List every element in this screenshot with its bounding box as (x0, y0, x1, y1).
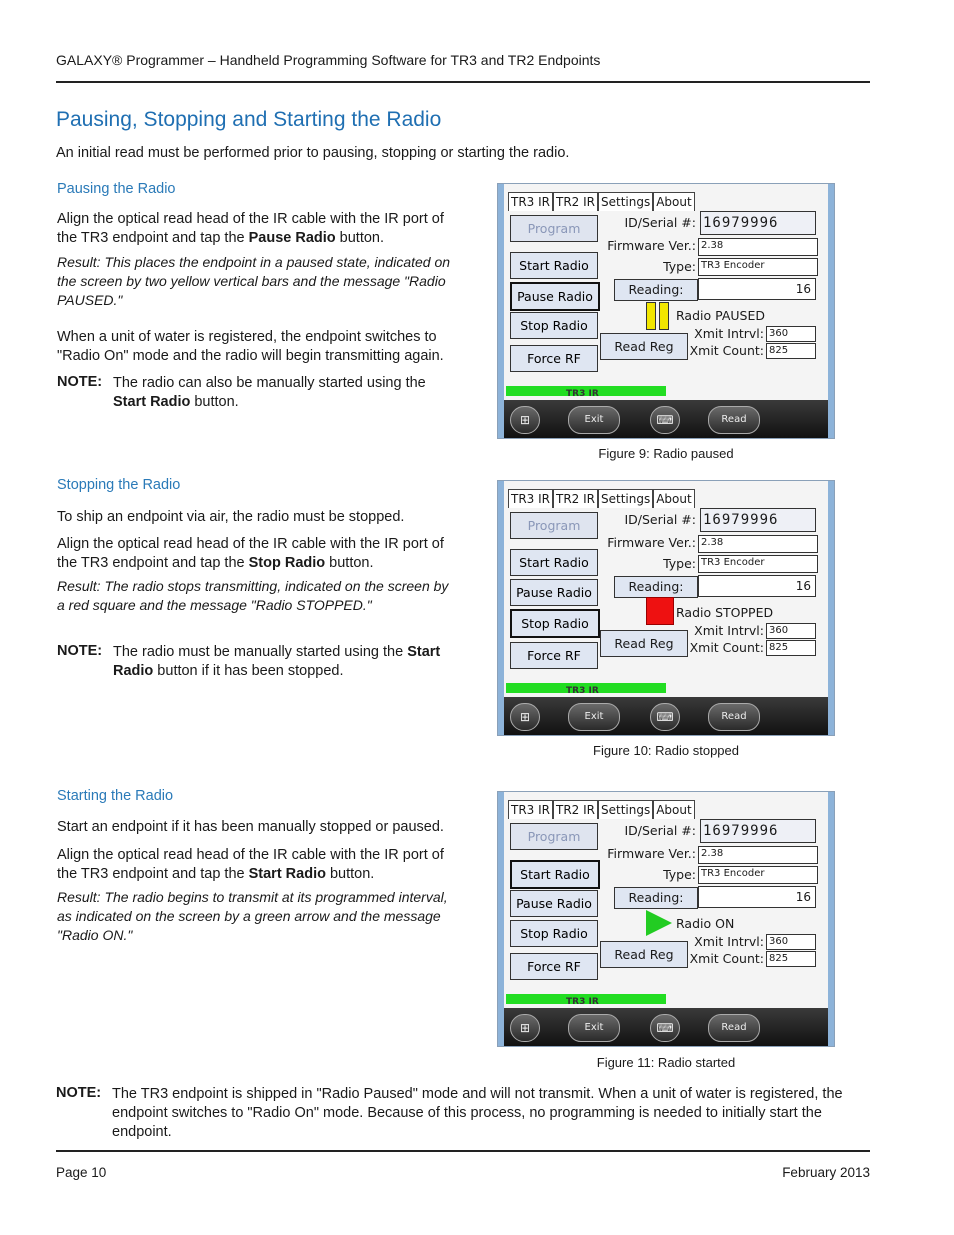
stop-note-text (113, 643, 458, 681)
windows-start-icon[interactable]: ⊞ (510, 1014, 540, 1042)
device-frame-right (828, 184, 834, 438)
keyboard-icon[interactable]: ⌨ (650, 703, 680, 731)
device-taskbar (504, 1008, 828, 1046)
figure-10-screenshot (497, 480, 835, 736)
start-radio-button[interactable]: Start Radio (510, 860, 600, 889)
start-text-a: Align the optical read head of the IR cable with the IR port of the TR3 endpoint and tap the (57, 847, 444, 882)
device-screen (504, 792, 828, 1008)
stop-note-c: button if it has been stopped. (153, 663, 344, 679)
stop-radio-button[interactable]: Stop Radio (510, 609, 600, 638)
pause-text-a: Align the optical read head of the IR cable with the IR port of the TR3 endpoint and tap the (57, 211, 444, 246)
stop-note-a: The radio must be manually started using the (113, 644, 408, 660)
progress-label: TR3 IR (566, 686, 599, 696)
firmware-field[interactable]: 2.38 (698, 238, 818, 256)
stop-square-icon (646, 597, 674, 625)
pause-p2: When a unit of water is registered, the endpoint switches to "Radio On" mode and the radio will begin transmitting again. (57, 329, 444, 364)
program-button[interactable]: Program (510, 512, 598, 539)
program-button[interactable]: Program (510, 215, 598, 242)
figure-9-caption: Figure 9: Radio paused (598, 446, 734, 461)
stop-p0: To ship an endpoint via air, the radio must be stopped. (57, 509, 405, 525)
running-header: GALAXY® Programmer – Handheld Programming Software for TR3 and TR2 Endpoints (56, 52, 601, 68)
page-number: Page 10 (56, 1165, 107, 1180)
start-text-b: Start Radio (248, 866, 326, 882)
read-button[interactable]: Read (708, 406, 760, 434)
read-reg-button[interactable]: Read Reg (600, 333, 688, 360)
stop-text-c: button. (325, 555, 374, 571)
device-tabs (508, 192, 695, 210)
read-button[interactable]: Read (708, 703, 760, 731)
progress-label: TR3 IR (566, 389, 599, 399)
tab-tr2-ir[interactable]: TR2 IR (553, 800, 598, 819)
xmit-intrvl-field[interactable]: 360 (766, 934, 816, 950)
stop-instructions (57, 535, 457, 573)
type-label: Type: (663, 556, 696, 571)
read-button[interactable]: Read (708, 1014, 760, 1042)
tab-tr3-ir[interactable]: TR3 IR (508, 800, 553, 819)
tab-tr3-ir[interactable]: TR3 IR (508, 489, 553, 508)
type-field[interactable]: TR3 Encoder (698, 258, 818, 276)
reading-field[interactable]: 16 (698, 886, 816, 908)
pause-text-b: Pause Radio (248, 230, 336, 246)
type-label: Type: (663, 259, 696, 274)
firmware-field[interactable]: 2.38 (698, 535, 818, 553)
device-tabs (508, 800, 695, 818)
xmit-count-label: Xmit Count: (689, 640, 764, 655)
device-frame-right (828, 792, 834, 1046)
id-serial-label: ID/Serial #: (624, 823, 696, 838)
keyboard-icon[interactable]: ⌨ (650, 1014, 680, 1042)
xmit-count-field[interactable]: 825 (766, 951, 816, 967)
windows-start-icon[interactable]: ⊞ (510, 406, 540, 434)
figure-9-screenshot (497, 183, 835, 439)
pause-radio-button[interactable]: Pause Radio (510, 282, 600, 311)
pause-radio-button[interactable]: Pause Radio (510, 890, 598, 917)
stop-result: Result: The radio stops transmitting, indicated on the screen by a red square and the message "Radio STOPPED." (57, 578, 449, 613)
type-label: Type: (663, 867, 696, 882)
subhead-starting: Starting the Radio (57, 788, 174, 804)
final-note-label: NOTE: (56, 1085, 102, 1101)
xmit-intrvl-label: Xmit Intrvl: (694, 326, 764, 341)
id-serial-label: ID/Serial #: (624, 215, 696, 230)
stop-text-b: Stop Radio (248, 555, 326, 571)
xmit-count-label: Xmit Count: (689, 951, 764, 966)
device-screen (504, 481, 828, 697)
stop-radio-button[interactable]: Stop Radio (510, 312, 598, 339)
stop-radio-button[interactable]: Stop Radio (510, 920, 598, 947)
start-instructions (57, 846, 457, 884)
xmit-intrvl-field[interactable]: 360 (766, 326, 816, 342)
serial-field[interactable]: 16979996 (700, 508, 816, 532)
start-result: Result: The radio begins to transmit at its programmed interval, as indicated on the screen by a green arrow and the message "Radio ON." (57, 889, 448, 943)
start-text-c: button. (325, 866, 375, 882)
radio-status-text: Radio PAUSED (676, 308, 765, 323)
xmit-count-field[interactable]: 825 (766, 640, 816, 656)
tab-tr2-ir[interactable]: TR2 IR (553, 489, 598, 508)
program-button[interactable]: Program (510, 823, 598, 850)
reading-button[interactable]: Reading: (614, 887, 698, 909)
tab-about[interactable]: About (653, 489, 694, 508)
serial-field[interactable]: 16979996 (700, 211, 816, 235)
footer-date: February 2013 (782, 1165, 870, 1180)
stop-note-b: Start Radio (113, 644, 441, 679)
pause-radio-button[interactable]: Pause Radio (510, 579, 598, 606)
reading-button[interactable]: Reading: (614, 576, 698, 598)
read-reg-button[interactable]: Read Reg (600, 941, 688, 968)
firmware-label: Firmware Ver.: (607, 238, 696, 253)
tab-settings[interactable]: Settings (598, 800, 653, 819)
firmware-label: Firmware Ver.: (607, 535, 696, 550)
tab-settings[interactable]: Settings (598, 192, 653, 211)
radio-status-text: Radio ON (676, 916, 735, 931)
figure-11-caption: Figure 11: Radio started (596, 1055, 736, 1070)
exit-button[interactable]: Exit (568, 406, 620, 434)
header-rule (56, 81, 870, 83)
read-reg-button[interactable]: Read Reg (600, 630, 688, 657)
pause-note-text (113, 374, 453, 412)
id-serial-label: ID/Serial #: (624, 512, 696, 527)
start-radio-button[interactable]: Start Radio (510, 549, 598, 576)
footer-rule (56, 1150, 870, 1152)
xmit-intrvl-label: Xmit Intrvl: (694, 623, 764, 638)
device-frame-right (828, 481, 834, 735)
xmit-intrvl-field[interactable]: 360 (766, 623, 816, 639)
final-note-text: The TR3 endpoint is shipped in "Radio Paused" mode and will not transmit. When a unit of water is registered, the endpoint switches to "Radio On" mode. Because of this process, no programming is needed to initially start the endpoint. (112, 1086, 843, 1140)
device-tabs (508, 489, 695, 507)
progress-label: TR3 IR (566, 997, 599, 1007)
firmware-label: Firmware Ver.: (607, 846, 696, 861)
firmware-field[interactable]: 2.38 (698, 846, 818, 864)
tab-settings[interactable]: Settings (598, 489, 653, 508)
xmit-intrvl-label: Xmit Intrvl: (694, 934, 764, 949)
xmit-count-label: Xmit Count: (689, 343, 764, 358)
device-taskbar (504, 697, 828, 735)
device-screen (504, 184, 828, 400)
stop-note-label: NOTE: (57, 643, 103, 659)
pause-instructions (57, 210, 457, 248)
serial-field[interactable]: 16979996 (700, 819, 816, 843)
device-taskbar (504, 400, 828, 438)
intro-text: An initial read must be performed prior to pausing, stopping or starting the radio. (56, 145, 570, 161)
tab-about[interactable]: About (653, 800, 694, 819)
subhead-pausing: Pausing the Radio (57, 181, 176, 197)
exit-button[interactable]: Exit (568, 1014, 620, 1042)
exit-button[interactable]: Exit (568, 703, 620, 731)
page-title: Pausing, Stopping and Starting the Radio (56, 108, 442, 131)
play-arrow-icon (646, 910, 672, 936)
type-field[interactable]: TR3 Encoder (698, 555, 818, 573)
reading-field[interactable]: 16 (698, 278, 816, 300)
xmit-count-field[interactable]: 825 (766, 343, 816, 359)
tab-tr2-ir[interactable]: TR2 IR (553, 192, 598, 211)
figure-11-screenshot (497, 791, 835, 1047)
start-p0: Start an endpoint if it has been manually stopped or paused. (57, 819, 444, 835)
force-rf-button[interactable]: Force RF (510, 345, 598, 372)
pause-text-c: button. (335, 230, 385, 246)
tab-tr3-ir[interactable]: TR3 IR (508, 192, 553, 211)
radio-status-text: Radio STOPPED (676, 605, 774, 620)
pause-note-c: button. (190, 394, 239, 410)
start-radio-button[interactable]: Start Radio (510, 252, 598, 279)
force-rf-button[interactable]: Force RF (510, 953, 598, 980)
windows-start-icon[interactable]: ⊞ (510, 703, 540, 731)
pause-note-label: NOTE: (57, 374, 103, 390)
reading-button[interactable]: Reading: (614, 279, 698, 301)
pause-note-a: The radio can also be manually started using the (113, 375, 426, 391)
pause-note-b: Start Radio (113, 394, 191, 410)
subhead-stopping: Stopping the Radio (57, 477, 181, 493)
reading-field[interactable]: 16 (698, 575, 816, 597)
type-field[interactable]: TR3 Encoder (698, 866, 818, 884)
pause-result: Result: This places the endpoint in a paused state, indicated on the screen by two yellow vertical bars and the message "Radio PAUSED." (57, 254, 451, 308)
force-rf-button[interactable]: Force RF (510, 642, 598, 669)
stop-text-a: Align the optical read head of the IR cable with the IR port of the TR3 endpoint and tap the (57, 536, 444, 571)
keyboard-icon[interactable]: ⌨ (650, 406, 680, 434)
figure-10-caption: Figure 10: Radio stopped (593, 743, 739, 758)
tab-about[interactable]: About (653, 192, 694, 211)
